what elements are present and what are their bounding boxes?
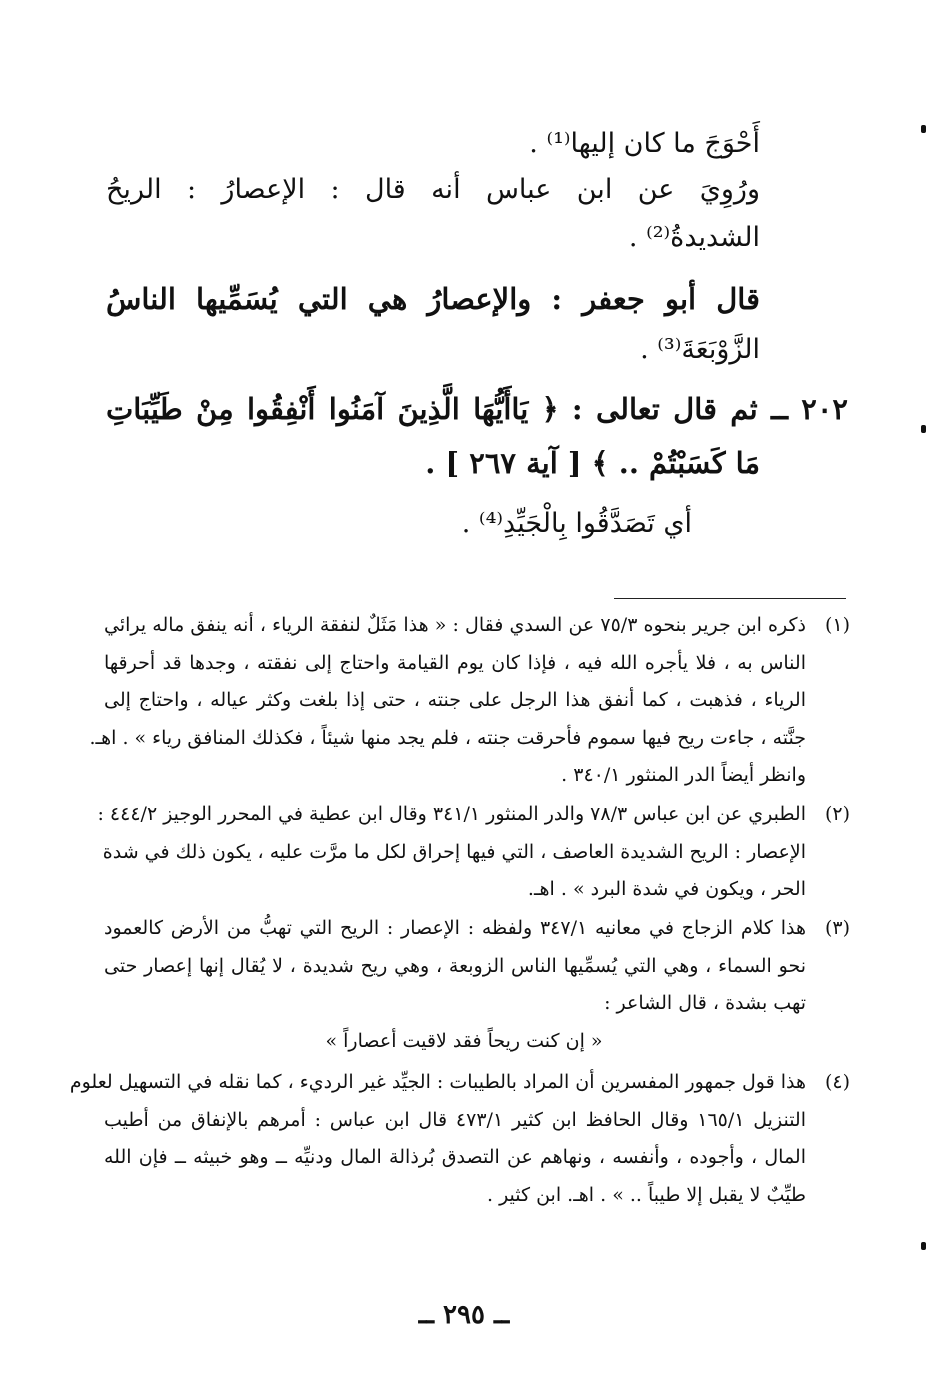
footnote-line: الرياء ، فذهبت ، كما أنفق هذا الرجل على جنته ، حتى إذا بلغت وكثر عياله ، واحتاج إلى — [104, 689, 806, 711]
poetry-verse: « إن كنت ريحاً فقد لاقيت أعصاراً » — [325, 1030, 603, 1052]
footnote-line: جنَّته ، جاءت ريح فيها سموم فأحرقت جنته ، فلم يجد منها شيئاً ، فكذلك المنافق رياء » . اهـ. — [89, 727, 806, 749]
verse-continuation-line: مَا كَسَبْتُمْ .. ﴾ [ آية ٢٦٧ ] . — [425, 446, 760, 480]
footnote-number: (٤) — [824, 1071, 850, 1093]
scan-mark — [921, 1242, 926, 1250]
footnote-number: (٢) — [824, 803, 850, 825]
text-line-4: قال أبو جعفر : والإعصارُ هي التي يُسَمِّيها الناسُ — [106, 282, 760, 316]
footnote-line: التنزيل ١٦٥/١ وقال الحافظ ابن كثير ٤٧٣/١ قال ابن عباس : أمرهم بالإنفاق من أطيب — [104, 1109, 806, 1131]
footnote-line: طيِّبٌ لا يقبل إلا طيباً .. » . اهـ. ابن كثير . — [486, 1184, 806, 1206]
footnote-line: وانظر أيضاً الدر المنثور ٣٤٠/١ . — [561, 764, 806, 786]
footnote-line: ذكره ابن جرير بنحوه ٧٥/٣ عن السدي فقال : « هذا مَثَلٌ لنفقة الرياء ، أنه ينفق ماله يرائي — [104, 614, 806, 636]
text-line-8: أي تَصَدَّقُوا بِالْجَيِّدِ⁽⁴⁾ . — [461, 508, 692, 539]
footnote-line: تهب بشدة ، قال الشاعر : — [604, 992, 806, 1014]
verse-heading-line: ٢٠٢ ــ ثم قال تعالى : ﴿ يَاأَيُّهَا الَّذِينَ آمَنُوا أَنْفِقُوا مِنْ طَيِّبَاتِ — [106, 392, 848, 426]
footnote-line: المال ، وأجوده ، وأنفسه ، ونهاهم عن التصدق بُرذالة المال ودنيِّه ــ وهو خبيثه ــ فإن الله — [104, 1146, 806, 1168]
footnote-separator — [614, 598, 846, 599]
text-line-3: الشديدةُ⁽²⁾ . — [628, 222, 760, 253]
page-number: ــ ٢٩٥ ــ — [418, 1300, 510, 1330]
scan-mark — [921, 125, 926, 133]
text-line-5: الزَّوْبَعَةَ⁽³⁾ . — [640, 334, 760, 365]
footnote-line: الناس به ، فلا يأجره الله فيه ، فإذا كان يوم القيامة واحتاج إلى نفقته ، وجدها قد أحرقها — [104, 652, 806, 674]
scan-mark — [921, 425, 926, 433]
footnote-number: (٣) — [824, 917, 850, 939]
footnote-number: (١) — [824, 614, 850, 636]
footnote-line: الإعصار : الريح الشديدة العاصف ، التي فيها إحراق لكل ما مرَّت عليه ، يكون ذلك في شدة — [102, 841, 806, 863]
footnote-line: هذا قول جمهور المفسرين أن المراد بالطيبات : الجيِّد غير الرديء ، كما نقله في التسهيل لعلوم — [69, 1071, 806, 1093]
footnote-line: نحو السماء ، وهي التي يُسمِّيها الناس الزوبعة ، وهي ريح شديدة ، لا يُقال إنها إعصار حتى — [104, 955, 806, 977]
footnote-line: الحر ، ويكون في شدة البرد » . اهـ. — [527, 878, 806, 900]
footnote-line: الطبري عن ابن عباس ٧٨/٣ والدر المنثور ٣٤١/١ وقال ابن عطية في المحرر الوجيز ٤٤٤/٢ : — [97, 803, 806, 825]
footnote-line: هذا كلام الزجاج في معانيه ٣٤٧/١ ولفظه : الإعصار : الريح التي تهبُّ من الأرض كالعمود — [104, 917, 806, 939]
text-line-1: أَحْوَجَ ما كان إليها⁽¹⁾ . — [529, 128, 760, 159]
text-line-2: ورُوِيَ عن ابن عباس أنه قال : الإعصارُ : الريحُ — [106, 174, 760, 205]
